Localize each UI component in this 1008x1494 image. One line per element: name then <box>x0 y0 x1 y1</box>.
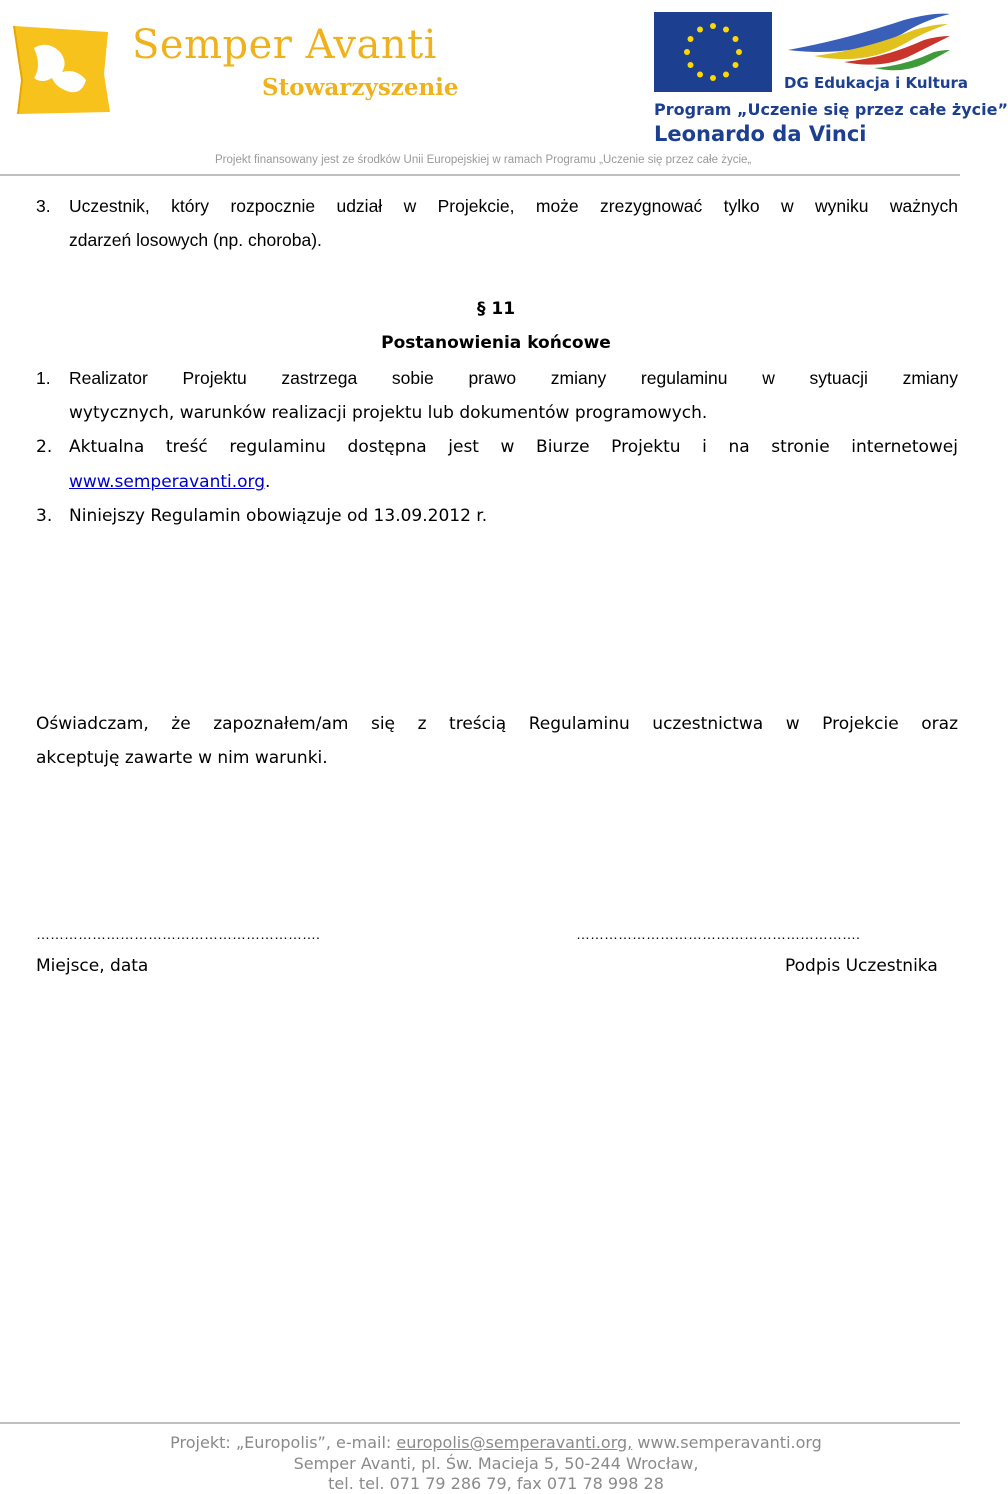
footer-email-link[interactable]: europolis@semperavanti.org, <box>396 1433 633 1452</box>
funding-note: Projekt finansowany jest ze środków Unii Europejskiej w ramach Programu „Uczenie się przez całe życie„ <box>215 154 752 166</box>
org-name: Semper Avanti <box>132 22 437 68</box>
list-item-text: Uczestnik, który rozpocznie udział w Projekcie, może zrezygnować tylko w wyniku ważnych <box>69 196 958 216</box>
org-subtitle: Stowarzyszenie <box>262 74 459 101</box>
dg-label: DG Edukacja i Kultura <box>784 74 969 92</box>
signature-line: ……………………………………………………. <box>576 926 860 942</box>
declaration-text: Oświadczam, że zapoznałem/am się z treścią Regulaminu uczestnictwa w Projekcie oraz <box>36 714 958 734</box>
footer-divider <box>0 1422 960 1424</box>
list-item-text: Realizator Projektu zastrzega sobie prawo zmiany regulaminu w sytuacji zmiany <box>69 368 958 388</box>
list-number: 1. <box>36 368 51 388</box>
list-item-text: Niniejszy Regulamin obowiązuje od 13.09.2012 r. <box>69 506 488 526</box>
list-number: 3. <box>36 506 53 526</box>
header-divider <box>0 174 960 176</box>
lifelong-learning-swoosh-icon <box>784 10 952 74</box>
list-item-text: wytycznych, warunków realizacji projektu lub dokumentów programowych. <box>69 403 708 423</box>
list-number: 3. <box>36 196 51 216</box>
punctuation: . <box>265 472 271 492</box>
footer-phone: tel. tel. 071 79 286 79, fax 071 78 998 28 <box>328 1474 664 1493</box>
list-item-text: Aktualna treść regulaminu dostępna jest w Biurze Projektu i na stronie internetowej <box>69 437 958 457</box>
signature-label: Podpis Uczestnika <box>785 956 938 976</box>
place-date-line: ……………………………………………………. <box>36 926 320 942</box>
place-date-label: Miejsce, data <box>36 956 149 976</box>
website-link[interactable]: www.semperavanti.org <box>69 472 266 492</box>
footer-website: www.semperavanti.org <box>632 1433 822 1452</box>
program-label: Program „Uczenie się przez całe życie” <box>654 100 1008 119</box>
list-item-text <box>69 465 958 499</box>
section-title: Postanowienia końcowe <box>381 333 611 353</box>
eu-flag-icon <box>654 12 772 92</box>
declaration-text: akceptuję zawarte w nim warunki. <box>36 748 328 768</box>
section-number: § 11 <box>476 299 516 319</box>
footer-address: Semper Avanti, pl. Św. Macieja 5, 50-244 Wrocław, <box>293 1454 699 1473</box>
footer-project: Projekt: „Europolis”, e-mail: <box>170 1433 397 1452</box>
footer-contact-line <box>0 1432 992 1453</box>
list-number: 2. <box>36 437 53 457</box>
leonardo-label: Leonardo da Vinci <box>654 122 867 146</box>
semper-avanti-logo-icon <box>12 22 116 116</box>
list-item-text: zdarzeń losowych (np. choroba). <box>69 230 322 250</box>
